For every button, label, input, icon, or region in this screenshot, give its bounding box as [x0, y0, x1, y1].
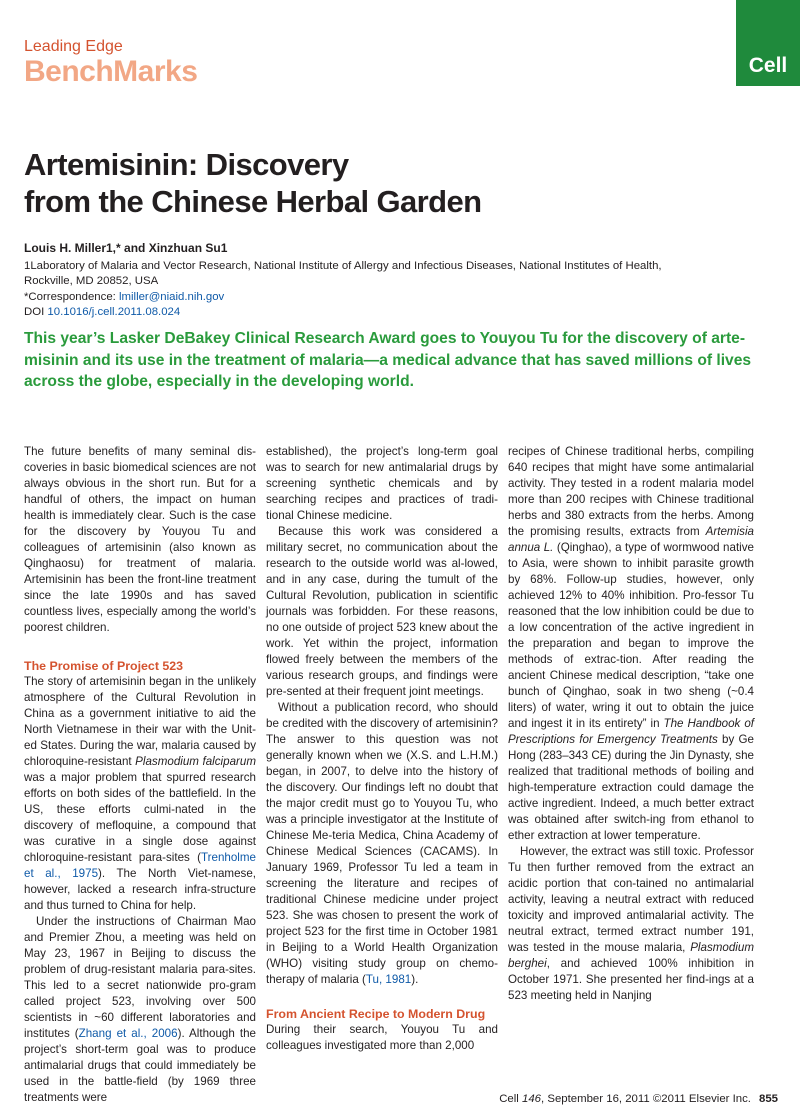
- paragraph: Because this work was considered a military secret, no communication about the research to the outside world was al-lowed, and in any case, during the tumult of the Cultural Revolution, publication in scientific journals was forbidden. For these reasons, no one outside of project 523 knew about the work. Yet within the project, information flowed freely between the members of the various research groups, and findings were pre-sented at their frequent joint meetings.: [266, 525, 498, 698]
- author-block: [24, 241, 724, 321]
- species-name: Artemisia annua L.: [508, 525, 754, 554]
- page-number: 855: [758, 1093, 778, 1105]
- text-run: was a major problem that spurred research efforts on both sides of the battlefield. In the US, these efforts culmi-nated in the discovery of mefloquine, a compound that was curative in a single dose against chloroquine-resistant para-sites (: [24, 771, 256, 864]
- title-line-1: Artemisinin: Discovery: [24, 147, 349, 182]
- journal-tab: [736, 0, 800, 86]
- paragraph: [508, 444, 754, 844]
- text-run: However, the extract was still toxic. Professor Tu then further removed from the extract an acidic portion that con-tained no antimalarial activity, leaving a neutral extract with reduced toxicity and improved antimalarial activity. The neutral extract, termed extract number 191, was tested in the mouse malaria,: [508, 845, 754, 954]
- text-run: recipes of Chinese traditional herbs, compiling 640 recipes that might have some antimalarial activity. They tested in a rodent malaria model more than 200 recipes with Chinese traditional herbs and 380 extracts from the herbs. Among the promising results, extracts from: [508, 445, 754, 538]
- doi: [24, 305, 724, 321]
- reference-link-zhang[interactable]: Zhang et al., 2006: [78, 1027, 178, 1040]
- journal-name: Cell: [748, 54, 788, 77]
- reference-link-tu[interactable]: Tu, 1981: [365, 973, 412, 986]
- text-run: (Qinghao), a type of wormwood native to Asia, were shown to inhibit parasite growth by 68%. Follow-up studies, however, only achieved 12% to 40% inhibition. Pro-fessor Tu reasoned that the low inhibition could be due to a low concentration of the active ingredient in the preparation and began to improve the methods of extrac-tion. After reading the ancient Chinese medical description, “take one bunch of Qinghao, soak in two sheng (~0.4 liters) of water, wring it out to obtain the juice and ingest it in its entirety” in: [508, 541, 754, 730]
- doi-link[interactable]: 10.1016/j.cell.2011.08.024: [47, 306, 181, 318]
- text-run: ). The North Viet-namese, however, lacked a research infra-structure and thus turned to China for help.: [24, 867, 256, 912]
- body-column-2: [266, 444, 498, 1054]
- article-title: [24, 146, 624, 220]
- paragraph: [266, 700, 498, 988]
- section-heading-ancient-recipe: From Ancient Recipe to Modern Drug: [266, 1007, 486, 1021]
- series-label-leading-edge: Leading Edge: [24, 38, 123, 55]
- correspondence-label: *Correspondence:: [24, 290, 119, 303]
- footer-volume: 146: [522, 1093, 542, 1105]
- text-run: ). Although the project’s short-term goal was to produce antimalarial drugs that could immediately be used in the battle-field (by 1969 three treatments were: [24, 1027, 256, 1104]
- species-name: Plasmodium berghei: [508, 941, 754, 970]
- text-run: Under the instructions of Chairman Mao and Premier Zhou, a meeting was held on May 23, 1967 in Beijing to discuss the problem of drug-resistant malaria para-sites. This led to a secret nationwide pro-gram called project 523, involving over 500 scientists in ~60 different laboratories and institutes (: [24, 915, 256, 1040]
- correspondence-email-link[interactable]: lmiller@niaid.nih.gov: [118, 290, 225, 303]
- affiliation-line-2: Rockville, MD 20852, USA: [24, 275, 159, 287]
- doi-label: DOI: [24, 306, 48, 318]
- author-names: Louis H. Miller1,* and Xinzhuan Su1: [24, 241, 228, 255]
- title-line-2: from the Chinese Herbal Garden: [24, 184, 482, 219]
- page-footer: [499, 1093, 778, 1105]
- paragraph: [24, 674, 256, 914]
- footer-journal: Cell: [499, 1093, 522, 1105]
- text-run: , and achieved 100% inhibition in October 1971. She presented her find-ings at a 523 meeting held in Nanjing: [508, 957, 754, 1002]
- abstract: This year’s Lasker DeBakey Clinical Research Award goes to Youyou Tu for the discovery of arte-misinin and its use in the treatment of malaria—a medical advance that has saved millions of lives across the globe, especially in the developing world.: [24, 330, 752, 390]
- paragraph: During their search, Youyou Tu and colleagues investigated more than 2,000: [266, 1023, 498, 1052]
- series-branding: [24, 38, 197, 88]
- paragraph: The future benefits of many seminal dis-coveries in basic biomedical sciences are not always obvious in the short run. But for a handful of others, the impact on human health is immediately clear. Such is the case for the discovery by Youyou Tu and colleagues of artemisinin (also known as Qinghaosu) for treatment of malaria. Artemisinin has been the front-line treatment since the late 1990s and has saved countless lives, especially among the world’s poorest children.: [24, 445, 256, 634]
- body-column-3: [508, 444, 754, 1004]
- text-run: ).: [411, 973, 419, 986]
- paragraph: [24, 914, 256, 1106]
- book-title: The Handbook of Prescriptions for Emergency Treatments: [508, 717, 754, 746]
- paragraph: [508, 844, 754, 1004]
- footer-citation: , September 16, 2011 ©2011 Elsevier Inc.: [541, 1093, 751, 1105]
- text-run: The story of artemisinin began in the unlikely atmosphere of the Cultural Revolution in China as a government initiative to aid the North Vietnamese in their war with the Unit-ed States. During the war, malaria caused by chloroquine-resistant: [24, 675, 256, 768]
- section-heading-project-523: The Promise of Project 523: [24, 659, 184, 673]
- correspondence: [24, 290, 724, 306]
- text-run: by Ge Hong (283–343 CE) during the Jin Dynasty, she realized that traditional methods of boiling and high-temperature extraction could damage the active ingredient. Indeed, a much better extract was obtained after switch-ing from ethanol to ether extraction at lower temperature.: [508, 733, 754, 842]
- series-label-benchmarks: BenchMarks: [24, 55, 198, 88]
- text-run: Without a publication record, who should be credited with the discovery of artemisinin? The answer to this question was not generally known when we (X.S. and L.H.M.) began, in 2007, to delve into the history of the discovery. Our findings left no doubt that the major credit must go to Youyou Tu, who was a principle investigator at the Institute of Chinese Me-teria Medica, China Academy of Chinese Medical Sciences (CACAMS). In January 1969, Professor Tu led a team in screening the literature and recipes of traditional Chinese medicine under project 523. She was chosen to present the work of project 523 for the first time in October 1981 in Beijing to a World Health Organization (WHO) visiting study group on chemo-therapy of malaria (: [266, 701, 498, 986]
- affiliation-line-1: 1Laboratory of Malaria and Vector Research, National Institute of Allergy and Infectious Diseases, National Institutes of Health,: [24, 259, 662, 272]
- reference-link-trenholme[interactable]: Trenholme et al., 1975: [24, 851, 256, 880]
- paragraph: established), the project’s long-term goal was to search for new antimalarial drugs by screening synthetic chemicals and by searching recipes and practices of tradi-tional Chinese medicine.: [266, 445, 498, 522]
- body-column-1: [24, 444, 256, 1106]
- species-name: Plasmodium falciparum: [135, 755, 256, 768]
